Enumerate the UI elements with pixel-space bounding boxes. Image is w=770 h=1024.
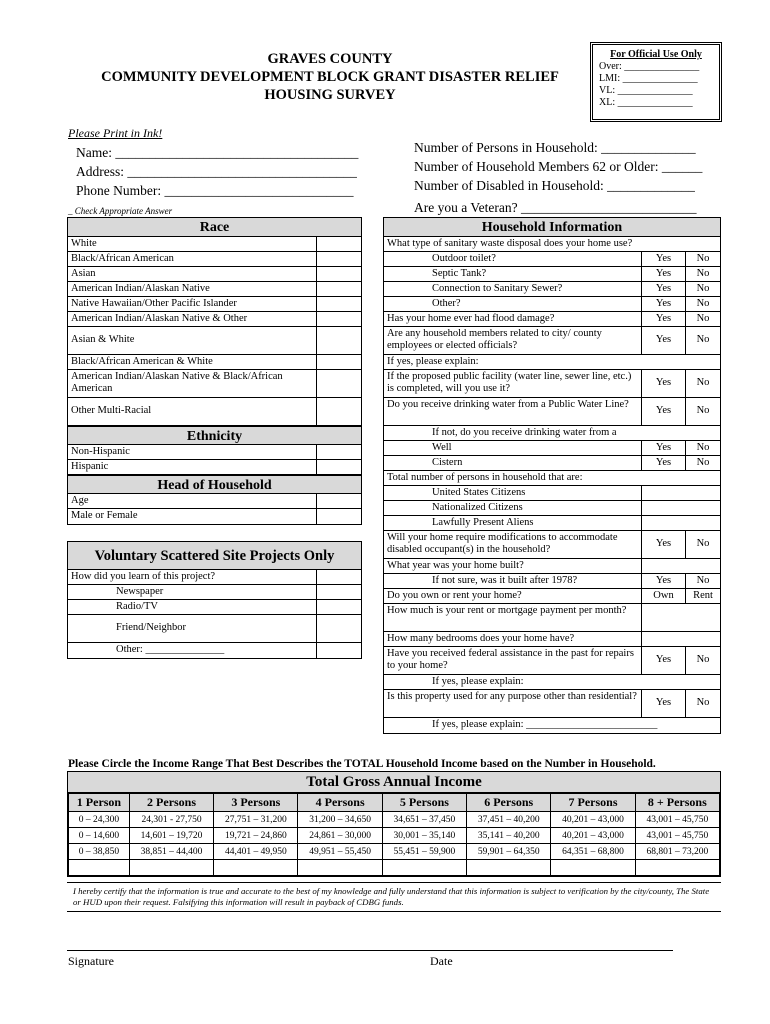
date-line[interactable]	[383, 950, 673, 951]
sanitary-option: Septic Tank?	[384, 267, 642, 281]
no-option[interactable]: No	[696, 442, 710, 453]
signature-label: Signature	[68, 954, 114, 968]
persons-field[interactable]: Number of Persons in Household: ______________	[414, 140, 696, 155]
no-option[interactable]: No	[696, 283, 710, 294]
voluntary-q-label: How did you learn of this project?	[68, 570, 317, 584]
race-row[interactable]	[68, 370, 361, 398]
income-header: 3 Persons	[214, 794, 298, 812]
sanitary-row[interactable]	[384, 267, 720, 282]
household-counts	[414, 138, 734, 217]
total-label: Total number of persons in household that are:	[387, 472, 583, 483]
well-row[interactable]	[384, 441, 720, 456]
income-cell[interactable]: 44,401 – 49,950	[214, 844, 298, 860]
official-vl[interactable]: VL: _______________	[599, 85, 693, 96]
yes-option[interactable]: Yes	[642, 531, 686, 558]
race-label: Asian & White	[68, 327, 317, 354]
facility-label: If the proposed public facility (water line, sewer line, etc.) is completed, will you use it?	[384, 370, 642, 397]
yes-option[interactable]: Yes	[642, 647, 686, 674]
seniors-field[interactable]: Number of Household Members 62 or Older: ______	[414, 159, 703, 174]
income-header-row	[69, 794, 720, 812]
yes-option[interactable]: Yes	[642, 441, 686, 455]
bedrooms-label: How many bedrooms does your home have?	[384, 632, 642, 646]
income-cell[interactable]	[551, 860, 635, 876]
voluntary-row[interactable]	[68, 600, 361, 615]
income-header: 5 Persons	[382, 794, 466, 812]
income-cell[interactable]: 43,001 – 45,750	[635, 828, 719, 844]
ifnotsure-row[interactable]	[384, 574, 720, 589]
rent-option[interactable]: Rent	[693, 590, 713, 601]
total-row	[384, 471, 720, 486]
voluntary-row[interactable]	[68, 585, 361, 600]
signature-line[interactable]	[67, 950, 383, 951]
ifnotsure-label: If not sure, was it built after 1978?	[384, 574, 642, 588]
yes-option[interactable]: Yes	[642, 456, 686, 470]
bedrooms-row[interactable]	[384, 632, 720, 647]
public-water-label: Do you receive drinking water from a Public Water Line?	[384, 398, 642, 425]
income-cell[interactable]: 19,721 – 24,860	[214, 828, 298, 844]
sanitary-question	[384, 237, 720, 252]
header-program: COMMUNITY DEVELOPMENT BLOCK GRANT DISASTER RELIEF	[101, 69, 559, 85]
property-label: Is this property used for any purpose other than residential?	[384, 690, 642, 717]
modif-row[interactable]	[384, 531, 720, 559]
survey-header	[60, 50, 600, 104]
ethnicity-row[interactable]	[68, 460, 361, 475]
rent-row[interactable]	[384, 604, 720, 632]
income-cell[interactable]: 37,451 – 40,200	[467, 812, 551, 828]
income-cell[interactable]: 30,001 – 35,140	[382, 828, 466, 844]
yes-option[interactable]: Yes	[642, 574, 686, 588]
race-label: American Indian/Alaskan Native	[68, 282, 317, 296]
head-row[interactable]	[68, 509, 361, 524]
ifnot-row	[384, 426, 720, 441]
voluntary-row[interactable]	[68, 643, 361, 658]
ethnicity-title: Ethnicity	[68, 426, 361, 445]
address-field[interactable]: Address: __________________________________	[76, 164, 357, 179]
head-label: Age	[68, 494, 317, 508]
race-row[interactable]	[68, 327, 361, 355]
citizen-row[interactable]	[384, 516, 720, 531]
no-option[interactable]: No	[696, 405, 710, 416]
name-field[interactable]: Name: ____________________________________	[76, 145, 359, 160]
explain-row[interactable]	[384, 355, 720, 370]
income-cell[interactable]	[635, 860, 719, 876]
income-cell[interactable]: 0 – 38,850	[69, 844, 130, 860]
income-table	[67, 771, 721, 877]
income-header: 8 + Persons	[635, 794, 719, 812]
explain-label: If yes, please explain:	[432, 676, 524, 687]
citizen-label: United States Citizens	[384, 486, 642, 500]
race-label: American Indian/Alaskan Native & Black/African American	[68, 370, 317, 397]
income-cell[interactable]: 49,951 – 55,450	[298, 844, 382, 860]
rent-label: How much is your rent or mortgage payment per month?	[384, 604, 642, 631]
voluntary-table	[67, 541, 362, 659]
official-over[interactable]: Over: _______________	[599, 61, 700, 72]
no-option[interactable]: No	[696, 457, 710, 468]
race-label: American Indian/Alaskan Native & Other	[68, 312, 317, 326]
income-caption: Please Circle the Income Range That Best Describes the TOTAL Household Income based on the Number in Household.	[68, 758, 656, 770]
property-row[interactable]	[384, 690, 720, 718]
income-header: 6 Persons	[467, 794, 551, 812]
income-cell[interactable]: 14,601 – 19,720	[129, 828, 213, 844]
income-cell[interactable]: 68,801 – 73,200	[635, 844, 719, 860]
race-row[interactable]	[68, 267, 361, 282]
federal-label: Have you received federal assistance in the past for repairs to your home?	[384, 647, 642, 674]
explain2-row[interactable]	[384, 675, 720, 690]
voluntary-row[interactable]	[68, 615, 361, 643]
sanitary-row[interactable]	[384, 297, 720, 312]
income-cell[interactable]: 27,751 – 31,200	[214, 812, 298, 828]
income-cell[interactable]: 38,851 – 44,400	[129, 844, 213, 860]
own-row[interactable]	[384, 589, 720, 604]
official-xl[interactable]: XL: _______________	[599, 97, 693, 108]
race-table	[67, 217, 362, 525]
no-option[interactable]: No	[696, 253, 710, 264]
race-row[interactable]	[68, 237, 361, 252]
header-survey: HOUSING SURVEY	[264, 87, 396, 103]
income-cell[interactable]: 55,451 – 59,900	[382, 844, 466, 860]
citizen-label: Lawfully Present Aliens	[384, 516, 642, 530]
income-cell[interactable]: 35,141 – 40,200	[467, 828, 551, 844]
income-header: 2 Persons	[129, 794, 213, 812]
yes-option[interactable]: Yes	[642, 267, 686, 281]
related-row[interactable]	[384, 327, 720, 355]
well-label: Well	[384, 441, 642, 455]
head-title: Head of Household	[68, 475, 361, 494]
income-cell[interactable]	[214, 860, 298, 876]
explain3-row[interactable]	[384, 718, 720, 733]
race-label: Black/African American & White	[68, 355, 317, 369]
related-label: Are any household members related to city/ county employees or elected officials?	[384, 327, 642, 354]
no-option[interactable]: No	[696, 268, 710, 279]
no-option[interactable]: No	[696, 298, 710, 309]
race-row[interactable]	[68, 398, 361, 426]
explain-label: If yes, please explain: _________________________	[432, 719, 658, 730]
voluntary-label: Newspaper	[68, 585, 317, 599]
yes-option[interactable]: Yes	[642, 312, 686, 326]
race-row[interactable]	[68, 297, 361, 312]
citizen-row[interactable]	[384, 501, 720, 516]
official-title: For Official Use Only	[610, 49, 702, 60]
sanitary-option: Connection to Sanitary Sewer?	[384, 282, 642, 296]
income-row	[69, 844, 720, 860]
income-row	[69, 860, 720, 876]
certification-text: I hereby certify that the information is true and accurate to the best of my knowledge and fully understand that this information is subject to verification by the city/county, The State or HUD upon their request. Falsifying this information will result in payback of CDBG funds.	[67, 882, 721, 912]
income-cell[interactable]	[298, 860, 382, 876]
cistern-label: Cistern	[384, 456, 642, 470]
race-label: White	[68, 237, 317, 251]
income-cell[interactable]: 31,200 – 34,650	[298, 812, 382, 828]
income-cell[interactable]: 43,001 – 45,750	[635, 812, 719, 828]
sanitary-row[interactable]	[384, 282, 720, 297]
income-cell[interactable]: 40,201 – 43,000	[551, 828, 635, 844]
voluntary-label: Radio/TV	[68, 600, 317, 614]
income-cell[interactable]	[382, 860, 466, 876]
race-row[interactable]	[68, 355, 361, 370]
voluntary-question	[68, 570, 361, 585]
citizen-row[interactable]	[384, 486, 720, 501]
own-option[interactable]: Own	[642, 589, 686, 603]
no-option[interactable]: No	[696, 377, 710, 388]
race-row[interactable]	[68, 312, 361, 327]
sanitary-label: What type of sanitary waste disposal does your home use?	[387, 238, 633, 249]
sanitary-option: Outdoor toilet?	[384, 252, 642, 266]
print-instruction: Please Print in Ink!	[68, 126, 163, 140]
federal-row[interactable]	[384, 647, 720, 675]
disabled-field[interactable]: Number of Disabled in Household: _____________	[414, 178, 695, 193]
income-cell[interactable]: 0 – 24,300	[69, 812, 130, 828]
income-cell[interactable]: 64,351 – 68,800	[551, 844, 635, 860]
applicant-info	[68, 124, 388, 221]
modif-label: Will your home require modifications to accommodate disabled occupant(s) in the household?	[384, 531, 642, 558]
official-use-box	[590, 42, 722, 122]
no-option[interactable]: No	[696, 313, 710, 324]
race-label: Asian	[68, 267, 317, 281]
income-cell[interactable]: 34,651 – 37,450	[382, 812, 466, 828]
income-cell[interactable]	[129, 860, 213, 876]
no-option[interactable]: No	[696, 538, 710, 549]
income-cell[interactable]: 24,861 – 30,000	[298, 828, 382, 844]
income-cell[interactable]: 0 – 14,600	[69, 828, 130, 844]
explain-label: If yes, please explain:	[387, 356, 479, 367]
citizen-label: Nationalized Citizens	[384, 501, 642, 515]
race-label: Native Hawaiian/Other Pacific Islander	[68, 297, 317, 311]
head-row[interactable]	[68, 494, 361, 509]
official-lmi[interactable]: LMI: _______________	[599, 73, 698, 84]
check-instruction: _ Check Appropriate Answer	[68, 206, 173, 216]
income-header: 4 Persons	[298, 794, 382, 812]
yes-option[interactable]: Yes	[642, 370, 686, 397]
race-row[interactable]	[68, 252, 361, 267]
header-county: GRAVES COUNTY	[267, 51, 393, 67]
voluntary-title: Voluntary Scattered Site Projects Only	[68, 542, 361, 570]
no-option[interactable]: No	[696, 697, 710, 708]
veteran-field[interactable]: Are you a Veteran? __________________________	[414, 200, 697, 215]
ethnicity-row[interactable]	[68, 445, 361, 460]
date-label: Date	[430, 954, 453, 968]
yes-option[interactable]: Yes	[642, 690, 686, 717]
ifnot-label: If not, do you receive drinking water from a	[432, 427, 617, 438]
sanitary-row[interactable]	[384, 252, 720, 267]
race-title: Race	[68, 218, 361, 237]
income-header: 1 Person	[69, 794, 130, 812]
race-row[interactable]	[68, 282, 361, 297]
sanitary-option: Other?	[384, 297, 642, 311]
cistern-row[interactable]	[384, 456, 720, 471]
household-title: Household Information	[384, 218, 720, 237]
income-header: 7 Persons	[551, 794, 635, 812]
head-label: Male or Female	[68, 509, 317, 524]
yes-option[interactable]: Yes	[642, 398, 686, 425]
voluntary-label: Other: _______________	[68, 643, 317, 658]
income-cell[interactable]: 59,901 – 64,350	[467, 844, 551, 860]
built-label: What year was your home built?	[384, 559, 642, 573]
yes-option[interactable]: Yes	[642, 327, 686, 354]
income-row	[69, 828, 720, 844]
race-label: Black/African American	[68, 252, 317, 266]
income-row	[69, 812, 720, 828]
race-label: Other Multi-Racial	[68, 398, 317, 425]
ethnicity-label: Hispanic	[68, 460, 317, 474]
built-row[interactable]	[384, 559, 720, 574]
ethnicity-label: Non-Hispanic	[68, 445, 317, 459]
own-label: Do you own or rent your home?	[384, 589, 642, 603]
no-option[interactable]: No	[696, 334, 710, 345]
flood-label: Has your home ever had flood damage?	[384, 312, 642, 326]
phone-field[interactable]: Phone Number: ____________________________	[76, 183, 354, 198]
flood-row[interactable]	[384, 312, 720, 327]
income-cell[interactable]: 24,301 - 27,750	[129, 812, 213, 828]
income-cell[interactable]	[69, 860, 130, 876]
no-option[interactable]: No	[696, 654, 710, 665]
yes-option[interactable]: Yes	[642, 297, 686, 311]
no-option[interactable]: No	[696, 575, 710, 586]
public-water-row[interactable]	[384, 398, 720, 426]
income-title: Total Gross Annual Income	[68, 772, 720, 793]
income-cell[interactable]	[467, 860, 551, 876]
yes-option[interactable]: Yes	[642, 282, 686, 296]
yes-option[interactable]: Yes	[642, 252, 686, 266]
household-table	[383, 217, 721, 734]
facility-row[interactable]	[384, 370, 720, 398]
voluntary-label: Friend/Neighbor	[68, 615, 317, 642]
income-cell[interactable]: 40,201 – 43,000	[551, 812, 635, 828]
